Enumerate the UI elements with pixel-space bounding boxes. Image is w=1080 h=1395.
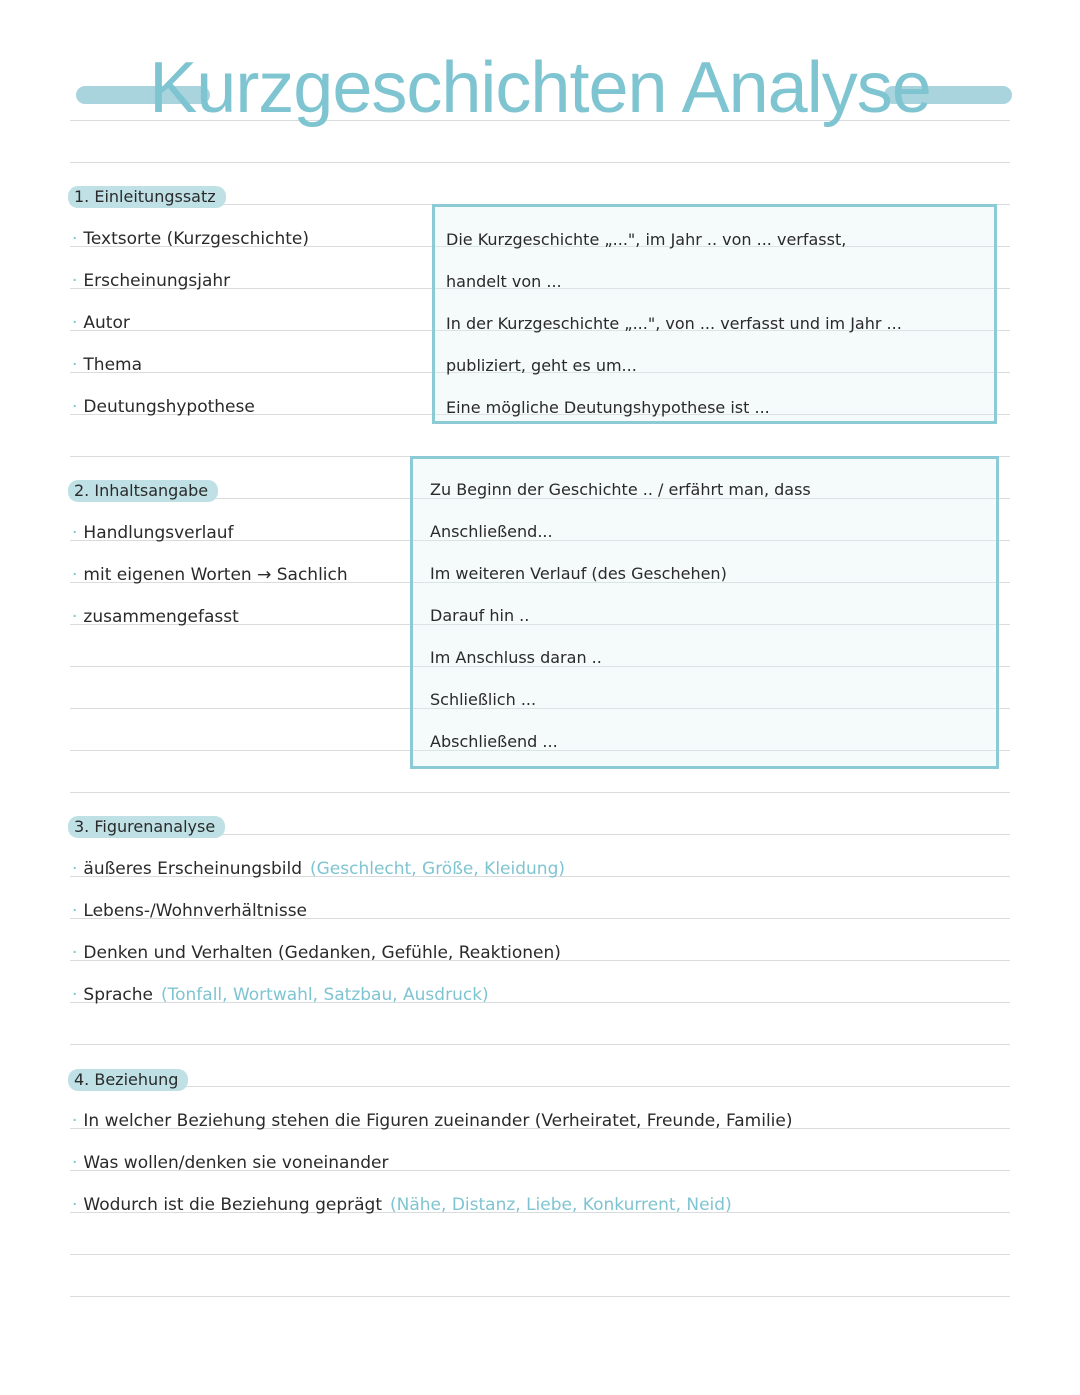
bullet-dot: ·: [72, 859, 78, 879]
section-heading: 2. Inhaltsangabe: [68, 480, 218, 502]
list-item: [72, 1110, 792, 1132]
item-text: Textsorte (Kurzgeschichte): [83, 229, 310, 249]
list-item: [72, 942, 561, 964]
section-heading: 3. Figurenanalyse: [68, 816, 225, 838]
item-text: Erscheinungsjahr: [83, 271, 231, 291]
phrase-line: Eine mögliche Deutungshypothese ist ...: [446, 398, 770, 417]
phrase-line: Zu Beginn der Geschichte .. / erfährt man, dass: [430, 480, 811, 499]
item-text: mit eigenen Worten → Sachlich: [83, 565, 348, 585]
item-text: Lebens-/Wohnverhältnisse: [83, 901, 308, 921]
list-item: [72, 606, 239, 628]
ruled-line: [70, 1086, 1010, 1087]
bullet-dot: ·: [72, 943, 78, 963]
bullet-dot: ·: [72, 355, 78, 375]
item-text: Autor: [83, 313, 130, 333]
phrase-line: Darauf hin ..: [430, 606, 530, 625]
bullet-dot: ·: [72, 607, 78, 627]
bullet-dot: ·: [72, 565, 78, 585]
phrase-line: handelt von ...: [446, 272, 562, 291]
item-text: Was wollen/denken sie voneinander: [83, 1153, 389, 1173]
bullet-dot: ·: [72, 985, 78, 1005]
list-item: [72, 396, 255, 418]
bullet-dot: ·: [72, 523, 78, 543]
ruled-line: [70, 1044, 1010, 1045]
ruled-line: [70, 1254, 1010, 1255]
item-text: In welcher Beziehung stehen die Figuren zueinander (Verheiratet, Freunde, Familie): [83, 1111, 793, 1131]
phrase-line: Abschließend ...: [430, 732, 558, 751]
list-item: [72, 984, 489, 1006]
bullet-dot: ·: [72, 1153, 78, 1173]
list-item: [72, 1194, 732, 1216]
bullet-dot: ·: [72, 229, 78, 249]
item-note: (Geschlecht, Größe, Kleidung): [310, 859, 565, 879]
item-text: Deutungshypothese: [83, 397, 255, 417]
ruled-line: [70, 162, 1010, 163]
section-heading: 1. Einleitungssatz: [68, 186, 226, 208]
item-text: Wodurch ist die Beziehung geprägt: [83, 1195, 383, 1215]
phrase-line: Im Anschluss daran ..: [430, 648, 602, 667]
bullet-dot: ·: [72, 397, 78, 417]
ruled-line: [70, 1296, 1010, 1297]
list-item: [72, 270, 230, 292]
item-text: Denken und Verhalten (Gedanken, Gefühle, Reaktionen): [83, 943, 561, 963]
bullet-dot: ·: [72, 1195, 78, 1215]
bullet-dot: ·: [72, 313, 78, 333]
phrase-line: Im weiteren Verlauf (des Geschehen): [430, 564, 727, 583]
bullet-dot: ·: [72, 1111, 78, 1131]
phrase-line: publiziert, geht es um...: [446, 356, 637, 375]
item-text: Sprache: [83, 985, 153, 1005]
item-text: Handlungsverlauf: [83, 523, 234, 543]
list-item: [72, 312, 130, 334]
list-item: [72, 228, 309, 250]
page-title: Kurzgeschichten Analyse: [149, 48, 931, 128]
item-note: (Tonfall, Wortwahl, Satzbau, Ausdruck): [160, 985, 489, 1005]
phrase-line: In der Kurzgeschichte „...", von ... verfasst und im Jahr ...: [446, 314, 902, 333]
item-text: zusammengefasst: [83, 607, 239, 627]
phrase-line: Die Kurzgeschichte „...", im Jahr .. von ... verfasst,: [446, 230, 847, 249]
phrase-line: Schließlich ...: [430, 690, 537, 709]
list-item: [72, 858, 565, 880]
item-text: äußeres Erscheinungsbild: [83, 859, 302, 879]
item-note: (Nähe, Distanz, Liebe, Konkurrent, Neid): [390, 1195, 732, 1215]
list-item: [72, 354, 142, 376]
phrase-line: Anschließend...: [430, 522, 553, 541]
bullet-dot: ·: [72, 901, 78, 921]
list-item: [72, 900, 307, 922]
section-heading: 4. Beziehung: [68, 1069, 188, 1091]
list-item: [72, 564, 348, 586]
ruled-line: [70, 792, 1010, 793]
bullet-dot: ·: [72, 271, 78, 291]
list-item: [72, 522, 234, 544]
list-item: [72, 1152, 389, 1174]
item-text: Thema: [83, 355, 143, 375]
